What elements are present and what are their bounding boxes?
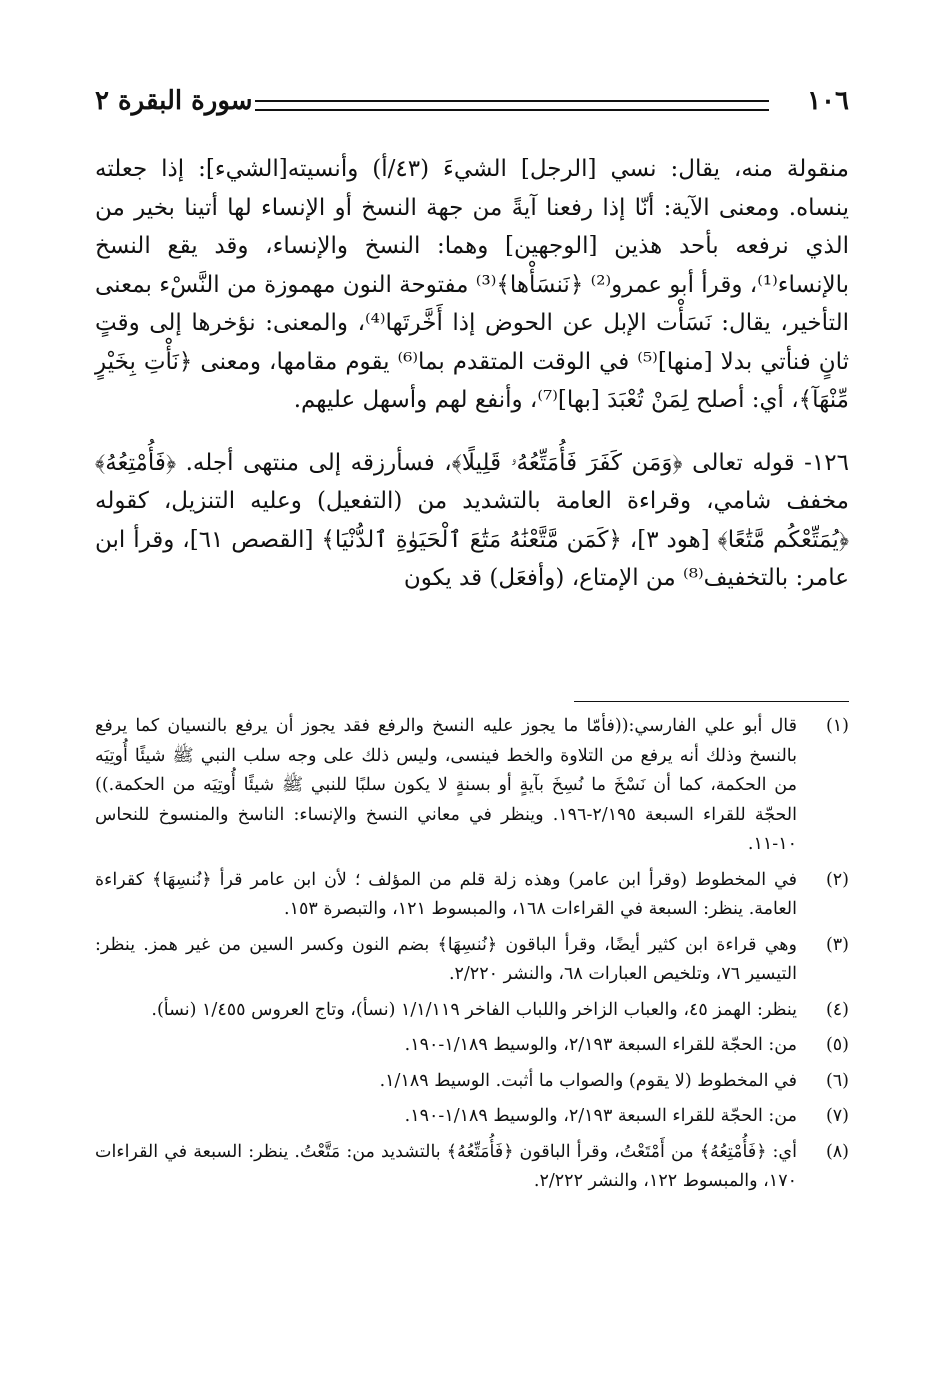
footnote	[95, 1067, 849, 1097]
footnote	[95, 931, 849, 990]
footnote-number: (٦)	[825, 1070, 849, 1091]
footnote-number: (١)	[825, 716, 849, 736]
footnote-number: (٤)	[825, 999, 849, 1020]
footnote-text: ينظر: الهمز ٤٥، والعباب الزاخر واللباب الفاخر ١/١/١١٩ (نسأ)، وتاج العروس ١/٤٥٥ (نسأ).	[151, 999, 797, 1020]
footnote-text: قال أبو علي الفارسي:((فأمّا ما يجوز عليه النسخ والرفع فقد يجوز أن يرفع بالنسيان كما يرفع بالنسخ وذلك أنه يرفع من التلاوة والخط فينسى، وليس ذلك على وجه سلب النبي ﷺ شيئًا أُوتِيَه من الحكمة، كما أن نَسْخَ ما نُسِخَ بآيةٍ أو بسنةٍ لا يكون سلبًا للنبي ﷺ شيئًا أُوتِيَه من الحكمة.)) الحجّة للقراء السبعة ٢/١٩٥-١٩٦. وينظر في معاني النسخ والإنساء: الناسخ والمنسوخ للنحاس ١٠-١١.	[95, 716, 797, 854]
footnote-text: أي: ﴿فَأُمْتِعُهُ﴾ من أَمْتَعْتُ، وقرأ الباقون ﴿فَأُمَتِّعُهُ﴾ بالتشديد من: مَتَّعْتُ. ينظر: السبعة في القراءات ١٧٠، والمبسوط ١٢٢، والنشر ٢/٢٢٢.	[95, 1141, 797, 1191]
footnote	[95, 1102, 849, 1132]
footnote-number: (٥)	[825, 1035, 849, 1055]
footnote-text: في المخطوط (وقرأ ابن عامر) وهذه زلة قلم من المؤلف ؛ لأن ابن عامر قرأ ﴿نُنسِهَا﴾ كقراءة العامة. ينظر: السبعة في القراءات ١٦٨، والمبسوط ١٢١، والتبصرة ١٥٣.	[95, 869, 797, 919]
footnote-number: (٣)	[825, 934, 849, 955]
footnote-text: من: الحجّة للقراء السبعة ٢/١٩٣، والوسيط ١/١٨٩-١٩٠.	[404, 1035, 797, 1055]
main-text	[95, 150, 849, 598]
footnote-number: (٨)	[825, 1141, 849, 1162]
header-double-rule	[255, 100, 769, 111]
surah-title: سورة البقرة ٢	[95, 86, 253, 116]
footnote-text: في المخطوط (لا يقوم) والصواب ما أثبت. الوسيط ١/١٨٩.	[379, 1070, 797, 1091]
page-header	[95, 86, 849, 126]
book-page	[95, 0, 849, 1381]
footnote-number: (٢)	[825, 869, 849, 890]
page-number: ١٠٦	[807, 86, 849, 116]
paragraph: منقولة منه، يقال: نسي [الرجل] الشيءَ (٤٣/أ) وأنسيته[الشيء]: إذا جعلته ينساه. ومعنى الآية: أنّا إذا رفعنا آيةً من جهة النسخ أو الإنساء لها أتينا بخير من الذي نرفعه بأحد هذين [الوجهين] وهما: النسخ والإنساء، وقد يقع النسخ بالإنساء⁽¹⁾، وقرأ أبو عمرو⁽²⁾ ﴿نَنسَأْها﴾⁽³⁾ مفتوحة النون مهموزة من النَّسْء بمعنى التأخير، يقال: نَسَأْت الإبل عن الحوض إذا أَخَّرتَها⁽⁴⁾، والمعنى: نؤخرها إلى وقتٍ ثانٍ فنأتي بدلا [منها]⁽⁵⁾ في الوقت المتقدم بما⁽⁶⁾ يقوم مقامها، ومعنى ﴿نَأْتِ بِخَيْرٍ مِّنْهَآ﴾، أي: أصلح لِمَنْ تُعْبَدَ [بها]⁽⁷⁾، وأنفع لهم وأسهل عليهم.	[95, 156, 850, 413]
footnote	[95, 866, 849, 925]
footnote-text: وهي قراءة ابن كثير أيضًا، وقرأ الباقون ﴿نُنسِهَا﴾ بضم النون وكسر السين من غير همز. ينظر: التيسير ٧٦، وتلخيص العبارات ٦٨، والنشر ٢/٢٢٠.	[95, 934, 797, 984]
footnote-number: (٧)	[825, 1106, 849, 1126]
footnote-separator	[574, 701, 849, 702]
footnote-text: من: الحجّة للقراء السبعة ٢/١٩٣، والوسيط ١/١٨٩-١٩٠.	[404, 1106, 797, 1126]
footnote	[95, 1138, 849, 1197]
footnotes	[95, 712, 849, 1203]
footnote	[95, 712, 849, 860]
paragraph: ١٢٦- قوله تعالى ﴿وَمَن كَفَرَ فَأُمَتِّعُهُۥ قَلِيلًا﴾، فسأرزقه إلى منتهى أجله. ﴿فَأُمْتِعُهُ﴾ مخفف شامي، وقراءة العامة بالتشديد من (التفعيل) وعليه التنزيل، كقوله ﴿يُمَتِّعْكُم مَّتَٰعًا﴾ [هود ٣]، ﴿كَمَن مَّتَّعْنَٰهُ مَتَٰعَ ٱلْحَيَوٰةِ ٱلدُّنْيَا﴾ [القصص ٦١]، وقرأ ابن عامر: بالتخفيف⁽⁸⁾ من الإمتاع، (وأفعَل) قد يكون	[95, 449, 849, 591]
footnote	[95, 996, 849, 1026]
footnote	[95, 1031, 849, 1061]
